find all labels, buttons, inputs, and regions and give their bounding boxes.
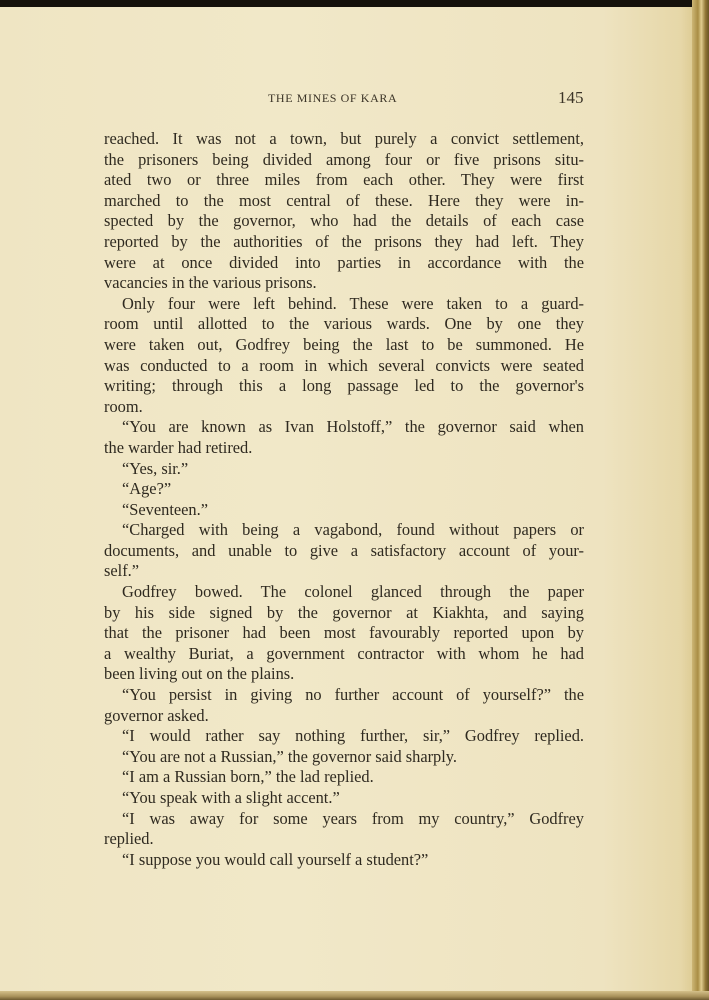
text-line: Only four were left behind. These were taken to a guard- xyxy=(122,293,584,313)
text-line: replied. xyxy=(104,829,154,849)
text-line: self.” xyxy=(104,561,140,581)
text-line: spected by the governor, who had the details of each case xyxy=(104,211,584,231)
text-line: “You speak with a slight accent.” xyxy=(122,788,340,807)
text-line: was conducted to a room in which several convicts were seated xyxy=(104,355,584,375)
text-line: the prisoners being divided among four or five prisons situ- xyxy=(104,149,584,169)
text-line: a wealthy Buriat, a government contractor with whom he had xyxy=(104,643,584,663)
text-line: vacancies in the various prisons. xyxy=(104,273,317,293)
text-line: documents, and unable to give a satisfactory account of your- xyxy=(104,540,584,560)
text-line: that the prisoner had been most favourably reported upon by xyxy=(104,623,584,643)
text-line: “You are not a Russian,” the governor said sharply. xyxy=(122,746,458,766)
text-line: “I am a Russian born,” the lad replied. xyxy=(122,767,374,787)
text-line: “I would rather say nothing further, sir,” Godfrey replied. xyxy=(122,726,584,746)
body-text xyxy=(104,129,584,870)
text-line: “Seventeen.” xyxy=(122,499,209,519)
page-number: 145 xyxy=(558,88,584,107)
text-line: room until allotted to the various wards. One by one they xyxy=(104,314,584,334)
text-line: writing; through this a long passage led to the governor's xyxy=(104,376,584,396)
text-line: the warder had retired. xyxy=(104,437,253,457)
text-line: been living out on the plains. xyxy=(104,664,295,684)
text-line: “You are known as Ivan Holstoff,” the governor said when xyxy=(122,417,584,437)
text-line: “Age?” xyxy=(122,479,172,499)
text-line: “Yes, sir.” xyxy=(122,458,189,478)
page-top-shadow xyxy=(0,0,709,7)
text-line: by his side signed by the governor at Kiakhta, and saying xyxy=(104,602,584,622)
text-line: “Charged with being a vagabond, found without papers or xyxy=(122,520,584,540)
running-head: THE MINES OF KARA xyxy=(268,91,398,105)
text-line: were taken out, Godfrey being the last to be summoned. He xyxy=(104,334,584,354)
page-bottom-edge xyxy=(0,991,709,1000)
text-line: room. xyxy=(104,396,143,416)
text-line: “You persist in giving no further account of yourself?” the xyxy=(122,685,584,705)
text-line: “I suppose you would call yourself a student?” xyxy=(122,849,429,869)
text-line: reported by the authorities of the prisons they had left. They xyxy=(104,231,584,251)
text-line: were at once divided into parties in accordance with the xyxy=(104,252,584,272)
page-right-edge xyxy=(692,0,709,1000)
text-line: marched to the most central of these. Here they were in- xyxy=(104,190,584,210)
text-line: governor asked. xyxy=(104,705,209,725)
text-line: Godfrey bowed. The colonel glanced through the paper xyxy=(122,582,584,602)
text-line: “I was away for some years from my country,” Godfrey xyxy=(122,808,584,828)
text-line: reached. It was not a town, but purely a convict settlement, xyxy=(104,129,584,148)
text-line: ated two or three miles from each other. They were first xyxy=(104,170,584,190)
